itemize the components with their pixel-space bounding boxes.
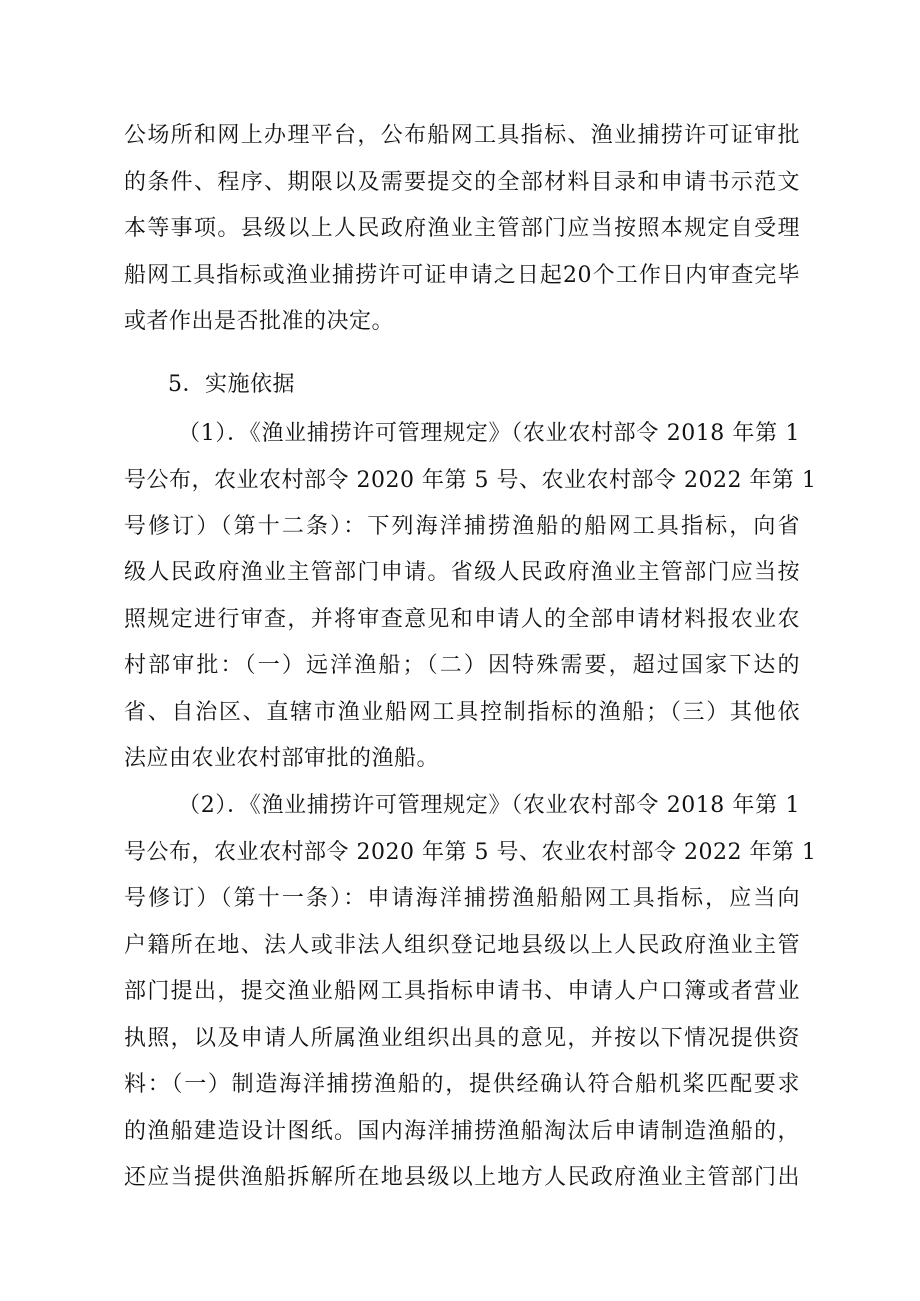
clause-line: 还应当提供渔船拆解所在地县级以上地方人民政府渔业主管部门出 [124,1165,800,1190]
clause-line: 号修订）（第十一条）：申请海洋捕捞渔船船网工具指标，应当向 [124,886,800,911]
paragraph-line: 或者作出是否批准的决定。 [124,309,395,334]
clause-line: 村部审批：（一）远洋渔船；（二）因特殊需要，超过国家下达的 [124,653,800,678]
clause-line: 法应由农业农村部审批的渔船。 [124,746,440,771]
clause-line: 级人民政府渔业主管部门申请。省级人民政府渔业主管部门应当按 [124,560,800,585]
clause-line: （2）．《渔业捕捞许可管理规定》（农业农村部令 2018 年第 1 [178,793,800,818]
clause-line: 户籍所在地、法人或非法人组织登记地县级以上人民政府渔业主管 [124,933,800,958]
paragraph-line: 船网工具指标或渔业捕捞许可证申请之日起20个工作日内审查完毕 [124,263,800,288]
clause-line: 照规定进行审查，并将审查意见和申请人的全部申请材料报农业农 [124,607,800,632]
clause-line: 号修订）（第十二条）：下列海洋捕捞渔船的船网工具指标，向省 [124,514,800,539]
section-heading: 5．实施依据 [168,372,295,397]
clause-line: 号公布，农业农村部令 2020 年第 5 号、农业农村部令 2022 年第 1 [124,840,817,865]
clause-line: 的渔船建造设计图纸。国内海洋捕捞渔船淘汰后申请制造渔船的， [124,1119,800,1144]
clause-line: 料：（一）制造海洋捕捞渔船的，提供经确认符合船机桨匹配要求 [124,1072,800,1097]
clause-line: 号公布，农业农村部令 2020 年第 5 号、农业农村部令 2022 年第 1 [124,468,817,493]
clause-line: 省、自治区、直辖市渔业船网工具控制指标的渔船；（三）其他依 [124,700,800,725]
clause-line: 执照，以及申请人所属渔业组织出具的意见，并按以下情况提供资 [124,1026,800,1051]
paragraph-line: 公场所和网上办理平台，公布船网工具指标、渔业捕捞许可证审批 [124,123,800,148]
clause-line: （1）．《渔业捕捞许可管理规定》（农业农村部令 2018 年第 1 [178,421,800,446]
paragraph-line: 本等事项。县级以上人民政府渔业主管部门应当按照本规定自受理 [124,216,800,241]
paragraph-line: 的条件、程序、期限以及需要提交的全部材料目录和申请书示范文 [124,170,800,195]
clause-line: 部门提出，提交渔业船网工具指标申请书、申请人户口簿或者营业 [124,979,800,1004]
